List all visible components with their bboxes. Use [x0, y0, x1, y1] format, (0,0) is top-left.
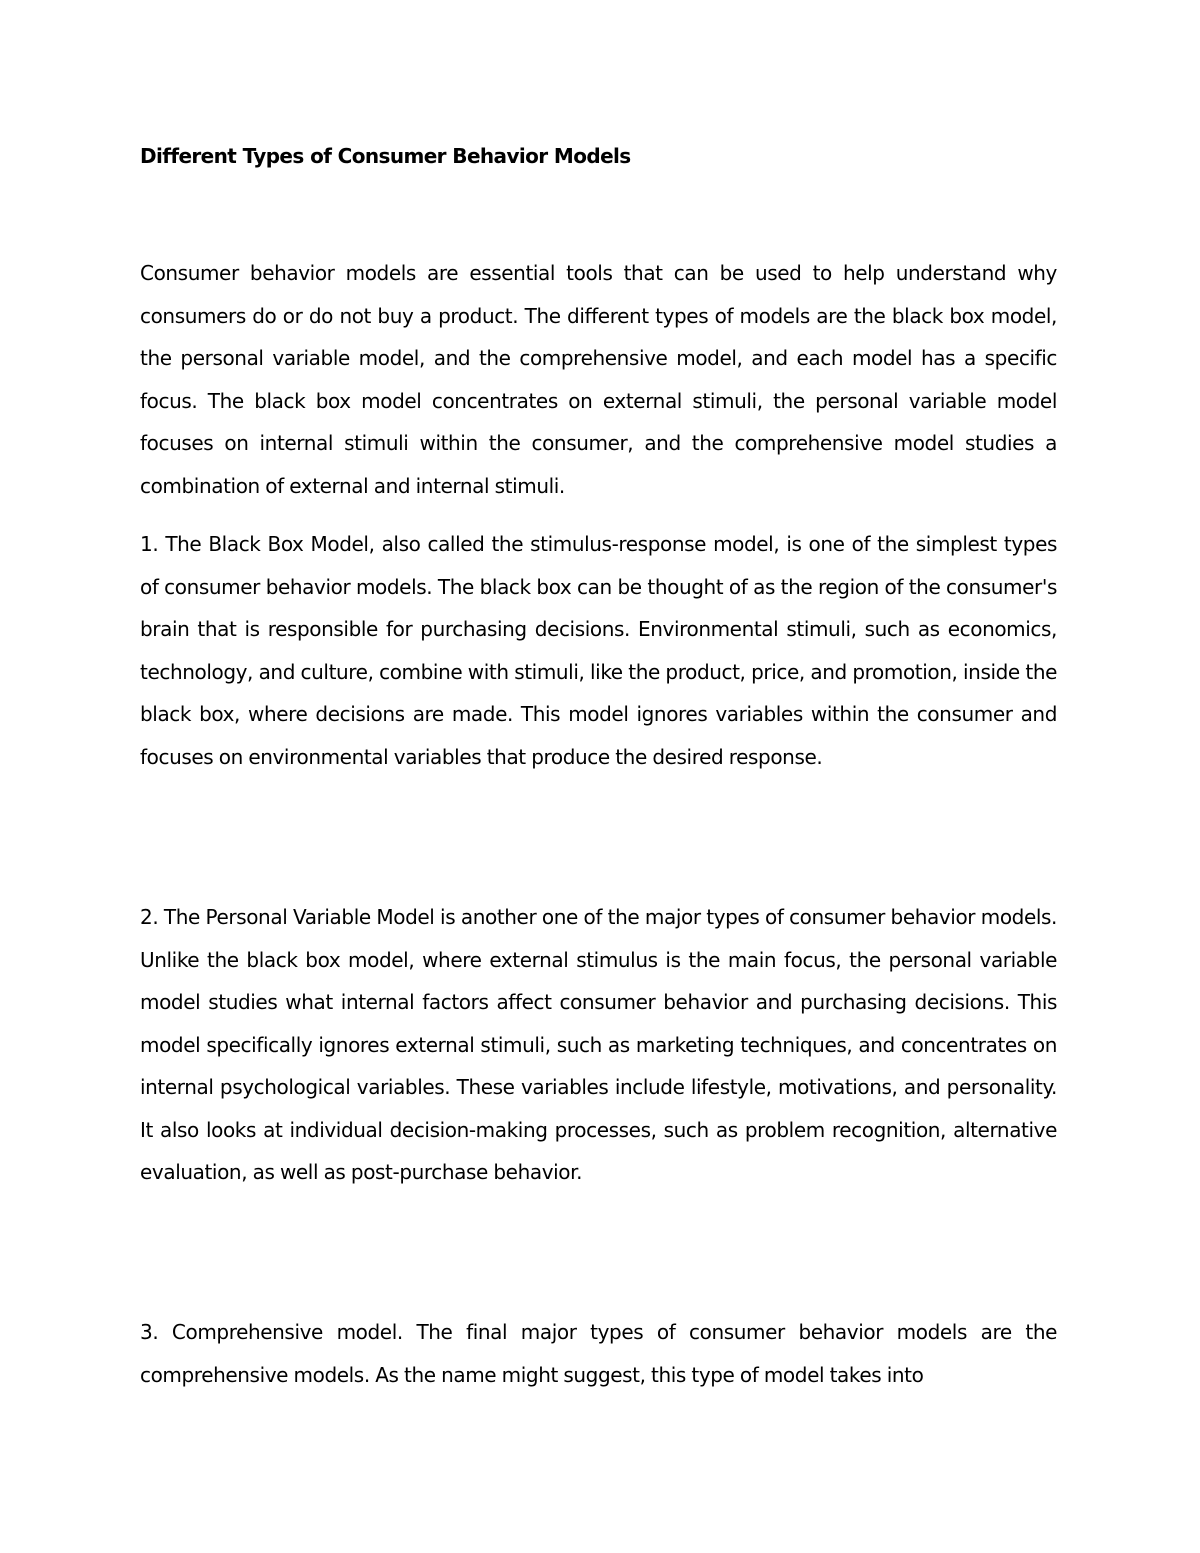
black-box-model-paragraph: 1. The Black Box Model, also called the stimulus-response model, is one of the simplest types of consumer behavior models. The black box can be thought of as the region of the consumer's brain that is responsible for purchasing decisions. Environmental stimuli, such as economics, technology, and culture, combine with stimuli, like the product, price, and promotion, inside the black box, where decisions are made. This model ignores variables within the consumer and focuses on environmental variables that produce the desired response. — [140, 532, 1057, 769]
intro-paragraph: Consumer behavior models are essential tools that can be used to help understand why consumers do or do not buy a product. The different types of models are the black box model, the personal variable model, and the comprehensive model, and each model has a specific focus. The black box model concentrates on external stimuli, the personal variable model focuses on internal stimuli within the consumer, and the comprehensive model studies a combination of external and internal stimuli. — [140, 261, 1057, 498]
personal-variable-model-paragraph: 2. The Personal Variable Model is another one of the major types of consumer behavior models. Unlike the black box model, where external stimulus is the main focus, the personal variable model studies what internal factors affect consumer behavior and purchasing decisions. This model specifically ignores external stimuli, such as marketing techniques, and concentrates on internal psychological variables. These variables include lifestyle, motivations, and personality. It also looks at individual decision-making processes, such as problem recognition, alternative evaluation, as well as post-purchase behavior. — [140, 905, 1057, 1184]
document-title: Different Types of Consumer Behavior Models — [140, 144, 631, 168]
comprehensive-model-paragraph: 3. Comprehensive model. The final major types of consumer behavior models are the comprehensive models. As the name might suggest, this type of model takes into — [140, 1320, 1057, 1387]
